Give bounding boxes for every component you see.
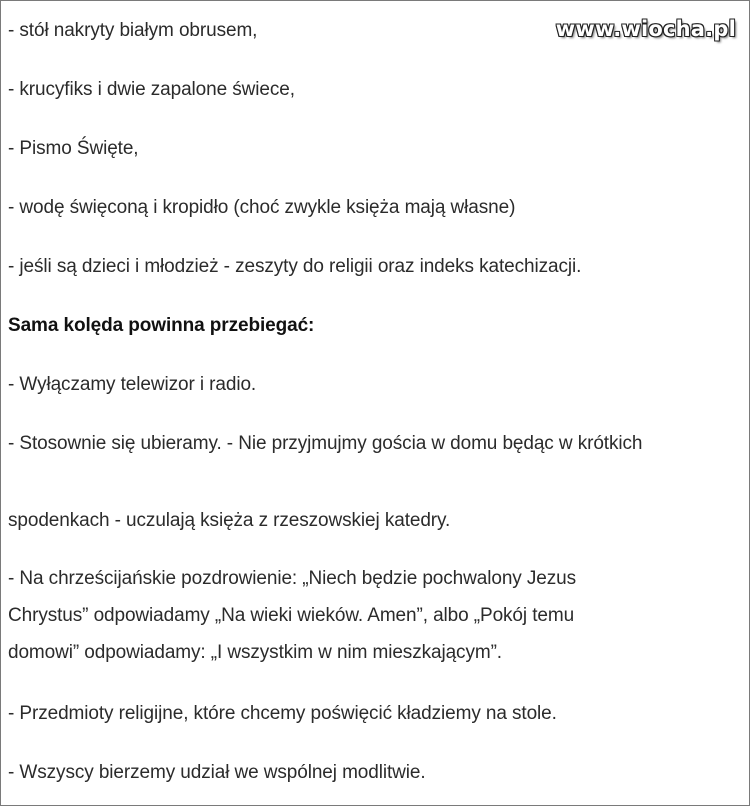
list-item-religious-items: - Przedmioty religijne, które chcemy poświęcić kładziemy na stole. (8, 703, 557, 724)
list-item-greeting-line-2: Chrystus” odpowiadamy „Na wieki wieków. Amen”, albo „Pokój temu (8, 605, 575, 626)
list-item-tv-radio: - Wyłączamy telewizor i radio. (8, 374, 257, 395)
list-item-dress-continued: spodenkach - uczulają księża z rzeszowskiej katedry. (8, 510, 451, 531)
list-item-scripture: - Pismo Święte, (8, 138, 139, 159)
section-heading: Sama kolęda powinna przebiegać: (8, 315, 315, 336)
watermark-logo: www.wiocha.pl (555, 17, 736, 41)
list-item-notebooks: - jeśli są dzieci i młodzież - zeszyty do religii oraz indeks katechizacji. (8, 256, 582, 277)
list-item-greeting: - Na chrześcijańskie pozdrowienie: „Niech będzie pochwalony Jezus (8, 568, 577, 589)
list-item-holy-water: - wodę święconą i kropidło (choć zwykle księża mają własne) (8, 197, 516, 218)
list-item-prayer: - Wszyscy bierzemy udział we wspólnej modlitwie. (8, 762, 426, 783)
list-item-crucifix: - krucyfiks i dwie zapalone świece, (8, 79, 295, 100)
list-item-table-cloth: - stół nakryty białym obrusem, (8, 20, 258, 41)
list-item-greeting-line-3: domowi” odpowiadamy: „I wszystkim w nim mieszkającym”. (8, 642, 502, 663)
list-item-dress: - Stosownie się ubieramy. - Nie przyjmujmy gościa w domu będąc w krótkich (8, 433, 643, 454)
